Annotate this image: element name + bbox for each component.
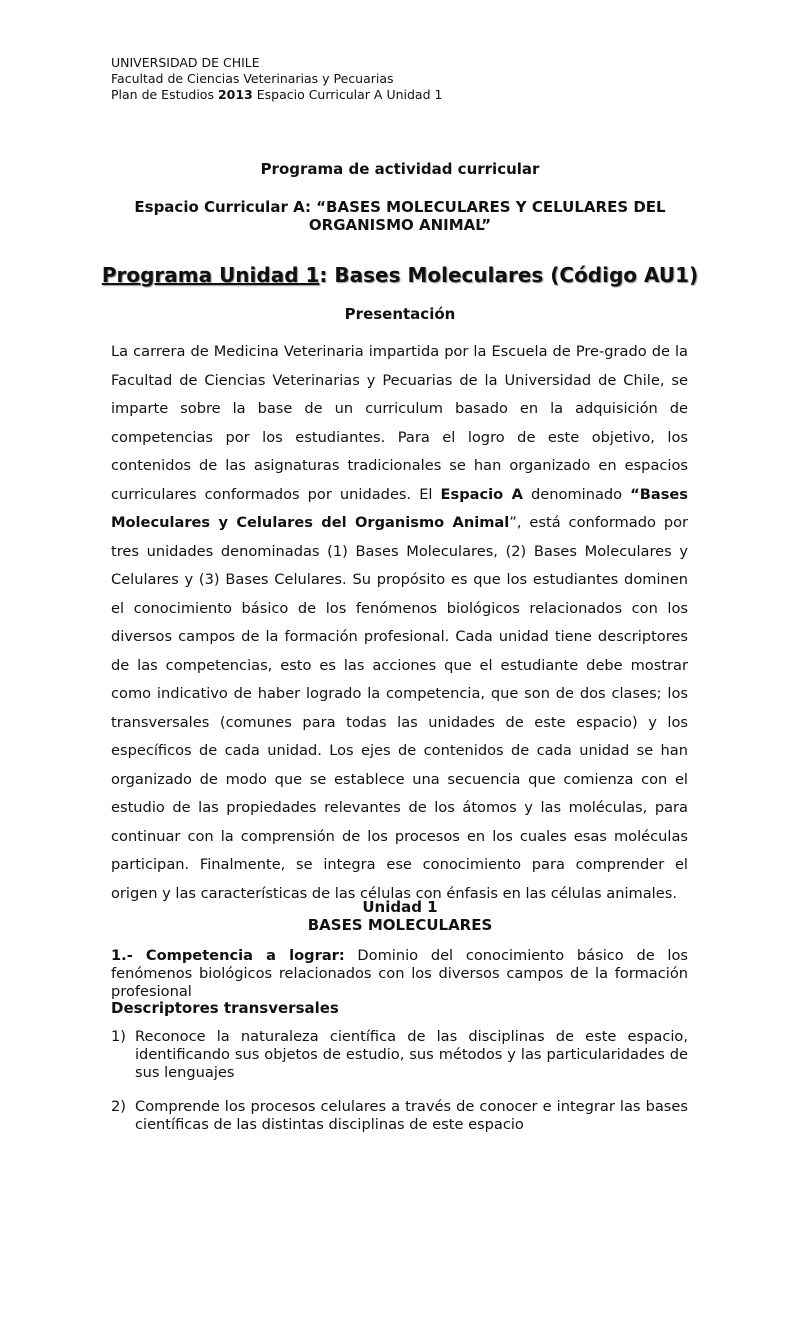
plan-prefix: Plan de Estudios — [111, 87, 218, 102]
list-item-text: Comprende los procesos celulares a través de conocer e integrar las bases científicas de las distintas disciplinas de este espacio — [135, 1098, 688, 1133]
unit-subtitle: BASES MOLECULARES — [307, 916, 493, 934]
plan-suffix: Espacio Curricular A Unidad 1 — [252, 87, 443, 102]
competence-text: Dominio del conocimiento básico de los fenómenos biológicos relacionados con los diversos campos de la formación profesional — [111, 947, 688, 1000]
presentation-text-3: ”, está conformado por tres unidades denominadas (1) Bases Moleculares, (2) Bases Moleculares y Celulares y (3) Bases Celulares. Su propósito es que los estudiantes dominen el conocimiento básico de los fenómenos biológicos relacionados con los diversos campos de la formación profesional. Cada unidad tiene descriptores de las competencias, esto es las acciones que el estudiante debe mostrar como indicativo de haber logrado la competencia, que son de dos clases; los transversales (comunes para todas las unidades de este espacio) y los específicos de cada unidad. Los ejes de contenidos de cada unidad se han organizado de modo que se establece una secuencia que comienza con el estudio de las propiedades relevantes de los átomos y las moléculas, para continuar con la comprensión de los procesos en los cuales esas moléculas participan. Finalmente, se integra ese conocimiento para comprender el origen y las características de las células con énfasis en las células animales. — [111, 514, 689, 902]
unit-program-title-rest: : Bases Moleculares (Código AU1) — [319, 263, 699, 287]
university-name: UNIVERSIDAD DE CHILE — [111, 55, 260, 70]
presentation-text-2: denominado — [522, 485, 631, 503]
presentation-heading: Presentación — [344, 305, 456, 323]
descriptors-heading: Descriptores transversales — [111, 999, 339, 1017]
presentation-text-1: La carrera de Medicina Veterinaria impartida por la Escuela de Pre-grado de la Facultad de Ciencias Veterinarias y Pecuarias de la Universidad de Chile, se imparte sobre la base de un curriculum basado en la adquisición de competencias por los estudiantes. Para el logro de este objetivo, los contenidos de las asignaturas tradicionales se han organizado en espacios curriculares conformados por unidades. El — [111, 343, 688, 503]
presentation-bold-1: Espacio A — [440, 485, 523, 503]
unit-title: Unidad 1 — [362, 898, 438, 916]
curricular-space-title: Espacio Curricular A: “BASES MOLECULARES Y CELULARES DEL ORGANISMO ANIMAL” — [134, 198, 666, 234]
faculty-name: Facultad de Ciencias Veterinarias y Pecuarias — [111, 71, 394, 86]
list-item — [111, 1098, 688, 1134]
unit-heading — [100, 898, 700, 934]
unit-program-title — [100, 263, 700, 287]
list-item-number: 1) — [111, 1028, 126, 1045]
competence-paragraph — [111, 947, 688, 1001]
program-title: Programa de actividad curricular — [260, 160, 540, 178]
list-item-text: Reconoce la naturaleza científica de las disciplinas de este espacio, identificando sus objetos de estudio, sus métodos y las particularidades de sus lenguajes — [135, 1028, 688, 1081]
list-item — [111, 1028, 688, 1082]
unit-program-title-underlined: Programa Unidad 1 — [101, 263, 320, 287]
descriptors-list — [111, 1028, 688, 1150]
plan-line — [111, 87, 442, 103]
presentation-bold-2: “Bases Moleculares y Celulares del Organismo Animal — [111, 485, 688, 531]
competence-label: 1.- Competencia a lograr: — [111, 947, 345, 964]
list-item-number: 2) — [111, 1098, 126, 1115]
plan-year: 2013 — [217, 87, 253, 102]
presentation-paragraph — [111, 338, 688, 908]
page-header — [111, 55, 442, 103]
